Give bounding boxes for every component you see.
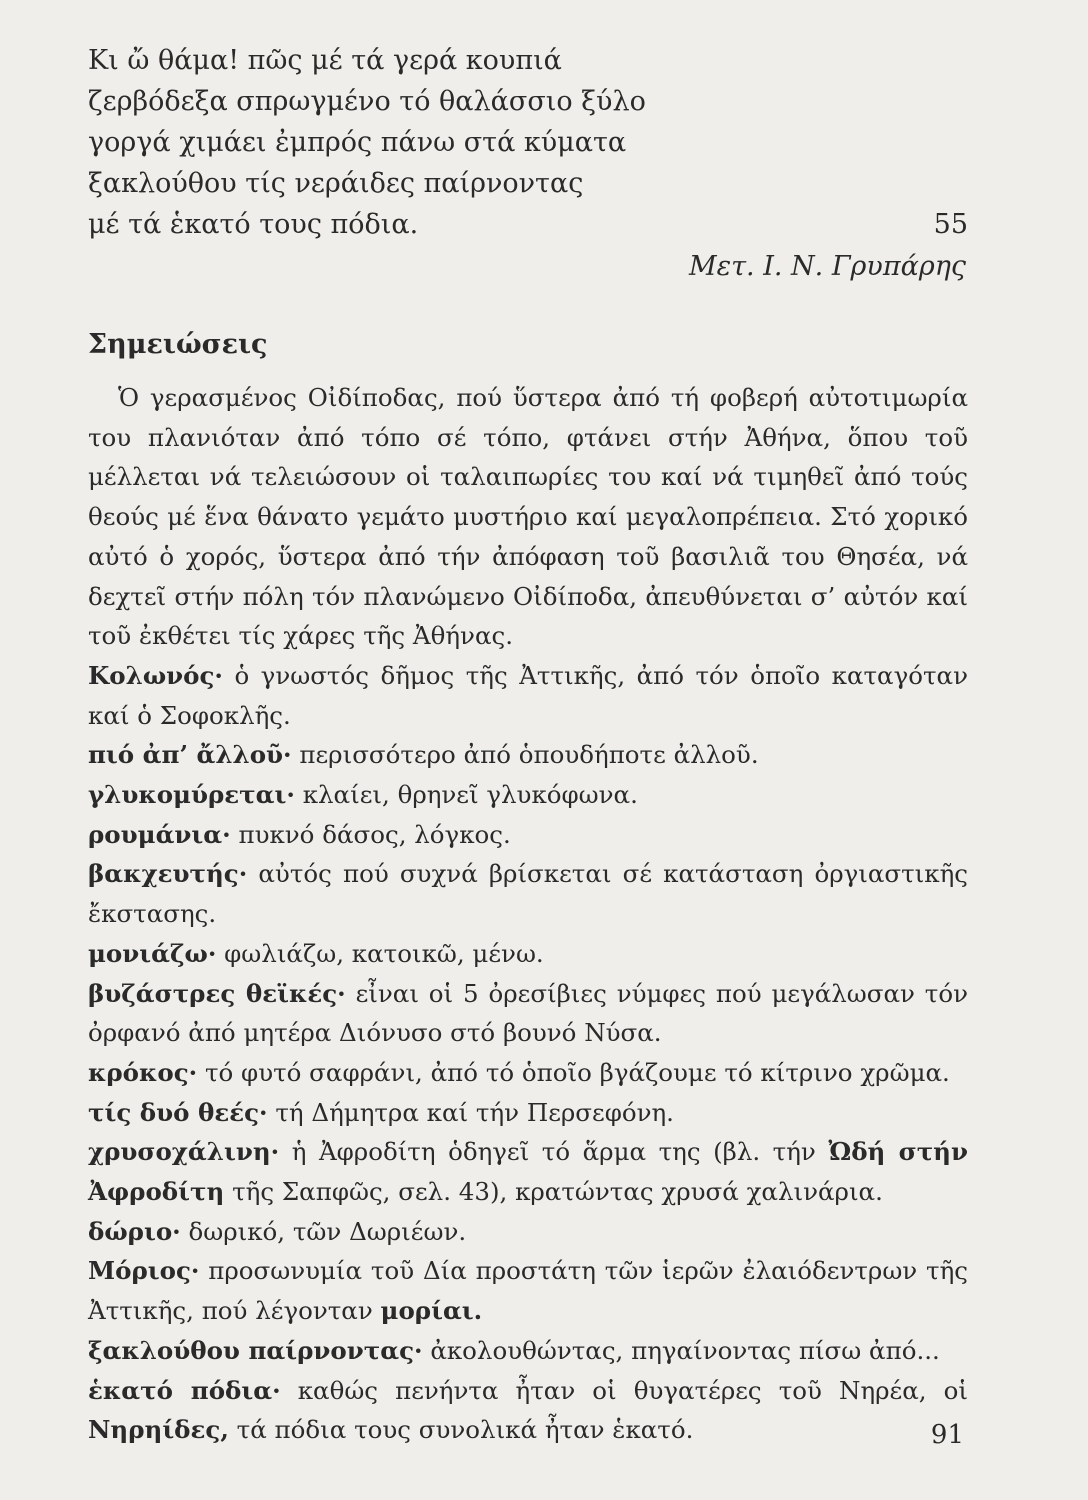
glossary-term: ρουμάνια· <box>88 819 231 849</box>
glossary-entry <box>88 815 968 855</box>
poem-line: γοργά χιμάει ἐμπρός πάνω στά κύματα <box>88 127 627 158</box>
glossary-definition: τό φυτό σαφράνι, ἀπό τό ὁποῖο βγάζουμε τό κίτρινο χρῶμα. <box>204 1057 950 1087</box>
notes-intro-paragraph: Ὁ γερασμένος Οἰδίποδας, πού ὕστερα ἀπό τή φοβερή αὐτοτιμωρία του πλανιόταν ἀπό τόπο σέ τόπο, φτάνει στήν Ἀθήνα, ὅπου τοῦ μέλλεται νά τελειώσουν οἱ ταλαιπωρίες του καί νά τιμηθεῖ ἀπό τούς θεούς μέ ἕνα θάνατο γεμάτο μυστήριο καί μεγαλοπρέπεια. Στό χορικό αὐτό ὁ χορός, ὕστερα ἀπό τήν ἀπόφαση τοῦ βασιλιᾶ του Θησέα, νά δεχτεῖ στήν πόλη τόν πλανώμενο Οἰδίποδα, ἀπευθύνεται σ’ αὐτόν καί τοῦ ἐκθέτει τίς χάρες τῆς Ἀθήνας. <box>88 383 968 651</box>
poem-line: Κι ὤ θάμα! πῶς μέ τά γερά κουπιά <box>88 45 562 76</box>
glossary-definition: περισσότερο ἀπό ὁπουδήποτε ἀλλοῦ. <box>299 740 759 770</box>
poem-line: ζερβόδεξα σπρωγμένο τό θαλάσσιο ξύλο <box>88 86 646 117</box>
verse-line-number: 55 <box>933 209 968 240</box>
poem-line: ξακλούθου τίς νεράιδες παίρνοντας <box>88 168 584 199</box>
glossary-definition: τή Δήμητρα καί τήν Περσεφόνη. <box>275 1097 674 1127</box>
glossary-definition: δωρικό, τῶν Δωριέων. <box>188 1216 467 1246</box>
glossary-term: Μόριος· <box>88 1256 200 1286</box>
glossary-entry <box>88 1371 968 1450</box>
glossary-definition: προσωνυμία τοῦ Δία προστάτη τῶν ἱερῶν ἐλαιόδεντρων τῆς Ἀττικῆς, πού λέγονταν <box>88 1256 968 1326</box>
glossary-entry <box>88 1093 968 1133</box>
page-number: 91 <box>930 1420 964 1450</box>
glossary-entry <box>88 775 968 815</box>
bold-word: Νηρηίδες, <box>88 1415 229 1445</box>
glossary-entry <box>88 1053 968 1093</box>
glossary-term: Κολωνός· <box>88 660 223 690</box>
glossary-definition: ἡ Ἀφροδίτη ὁδηγεῖ τό ἅρμα της (βλ. τήν <box>291 1137 816 1167</box>
glossary-definition: αὐτός πού συχνά βρίσκεται σέ κατάσταση ὀργιαστικῆς ἔκστασης. <box>88 859 968 929</box>
glossary-entry <box>88 854 968 933</box>
glossary-term: ξακλούθου παίρνοντας· <box>88 1335 423 1365</box>
bold-word: μορίαι. <box>380 1296 483 1326</box>
translator-attribution: Μετ. Ι. Ν. Γρυπάρης <box>688 251 966 282</box>
glossary-definition: τῆς Σαπφῶς, σελ. 43), κρατώντας χρυσά χαλινάρια. <box>232 1177 883 1207</box>
poem-excerpt <box>88 40 968 245</box>
glossary-term: δώριο· <box>88 1216 181 1246</box>
glossary-entry <box>88 735 968 775</box>
glossary-entry <box>88 1331 968 1371</box>
glossary-definition: τά πόδια τους συνολικά ἦταν ἑκατό. <box>236 1415 694 1445</box>
work-title-reference: Ὠδή στήν Ἀφροδίτη <box>88 1137 968 1207</box>
glossary-definition: φωλιάζω, κατοικῶ, μένω. <box>224 938 544 968</box>
glossary-entry <box>88 974 968 1053</box>
glossary-term: βυζάστρες θεϊκές· <box>88 978 346 1008</box>
glossary-entry <box>88 656 968 735</box>
glossary-term: ἑκατό πόδια· <box>88 1375 281 1405</box>
glossary-term: γλυκομύρεται· <box>88 780 295 810</box>
glossary-entry <box>88 1132 968 1211</box>
glossary-definition: κλαίει, θρηνεῖ γλυκόφωνα. <box>302 780 638 810</box>
glossary-definition: ὁ γνωστός δῆμος τῆς Ἀττικῆς, ἀπό τόν ὁποῖο καταγόταν καί ὁ Σοφοκλῆς. <box>88 660 968 730</box>
poem-line: μέ τά ἑκατό τους πόδια. 55 <box>88 204 968 245</box>
glossary-entry <box>88 1251 968 1330</box>
glossary-term: χρυσοχάλινη· <box>88 1137 280 1167</box>
glossary-definition: ἀκολουθώντας, πηγαίνοντας πίσω ἀπό... <box>430 1335 940 1365</box>
glossary-term: βακχευτής· <box>88 859 248 889</box>
glossary-term: μονιάζω· <box>88 938 217 968</box>
notes-section <box>88 378 968 1450</box>
glossary-term: πιό ἀπ’ ἄλλοῦ· <box>88 740 292 770</box>
notes-heading: Σημειώσεις <box>88 329 268 360</box>
glossary-definition: καθώς πενήντα ἦταν οἱ θυγατέρες τοῦ Νηρέα, οἱ <box>297 1375 968 1405</box>
glossary-term: τίς δυό θεές· <box>88 1097 268 1127</box>
glossary-definition: πυκνό δάσος, λόγκος. <box>238 819 511 849</box>
glossary-term: κρόκος· <box>88 1057 198 1087</box>
glossary-entry <box>88 934 968 974</box>
glossary-entry <box>88 1212 968 1252</box>
glossary-definition: εἶναι οἱ 5 ὀρεσίβιες νύμφες πού μεγάλωσαν τόν ὀρφανό ἀπό μητέρα Διόνυσο στό βουνό Νύσα. <box>88 978 968 1048</box>
